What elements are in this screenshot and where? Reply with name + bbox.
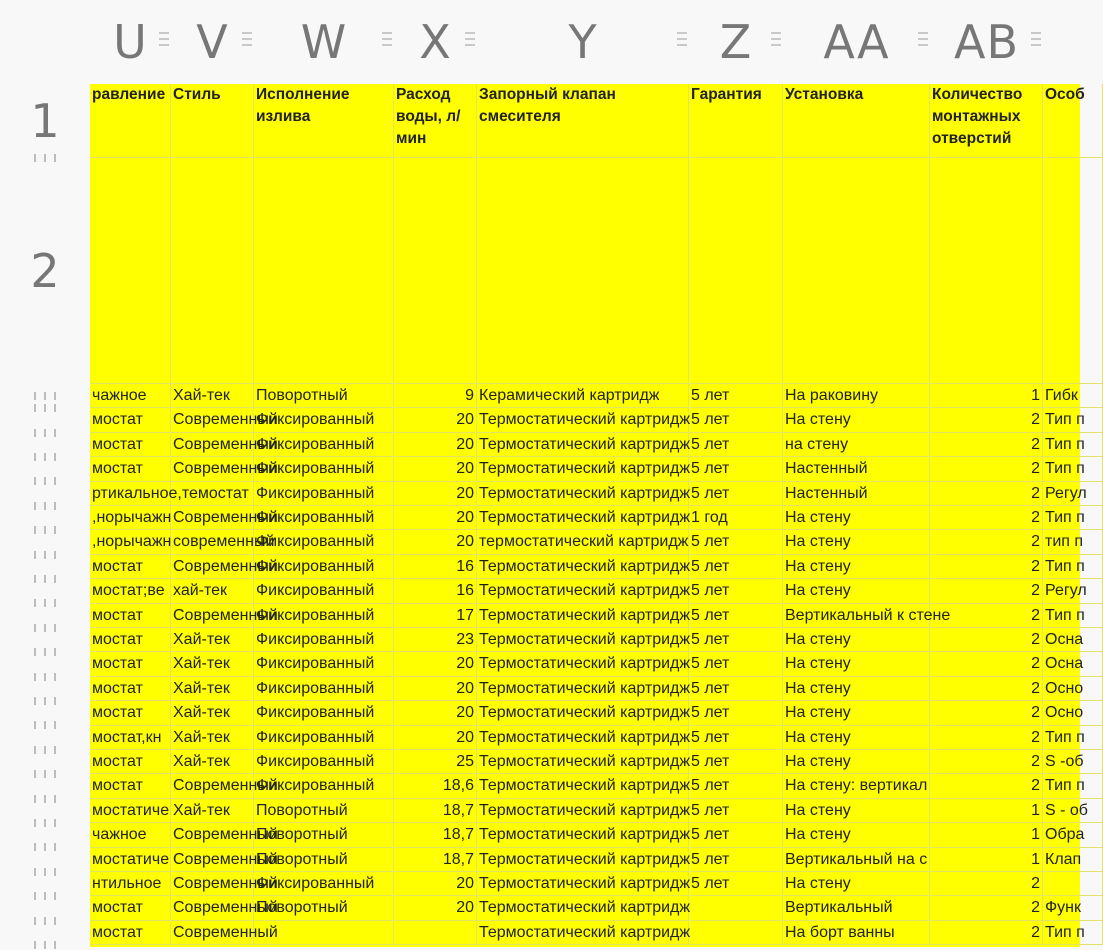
table-cell[interactable]: 5 лет [689,579,783,603]
table-cell[interactable]: 18,7 [394,848,477,872]
table-cell[interactable]: Поворотный [254,823,394,847]
table-cell[interactable]: Фиксированный [254,482,394,506]
table-cell[interactable] [689,896,783,920]
table-cell[interactable]: 9 [394,384,477,408]
table-cell[interactable]: 2 [930,701,1043,725]
table-cell[interactable]: 5 лет [689,799,783,823]
row-resize-handle[interactable] [34,623,56,633]
table-cell[interactable]: Настенный [783,457,930,481]
table-cell[interactable]: Фиксированный [254,530,394,554]
table-cell[interactable]: На стену [783,506,930,530]
empty-cell[interactable] [254,158,394,384]
column-resize-handle[interactable] [1031,28,1041,52]
empty-cell[interactable] [171,158,254,384]
table-cell[interactable]: Поворотный [254,896,394,920]
table-cell[interactable]: Термостатический картридж [477,701,689,725]
header-cell[interactable]: Установка [783,84,930,158]
table-cell[interactable]: 5 лет [689,652,783,676]
table-cell[interactable]: Фиксированный [254,604,394,628]
header-cell[interactable]: Гарантия [689,84,783,158]
table-cell[interactable]: Настенный [783,482,930,506]
table-cell[interactable]: 17 [394,604,477,628]
table-cell[interactable]: 2 [930,433,1043,457]
table-cell[interactable]: 20 [394,726,477,750]
table-cell[interactable]: 5 лет [689,823,783,847]
table-cell[interactable]: 5 лет [689,457,783,481]
table-cell[interactable]: Термостатический картридж [477,506,689,530]
column-resize-handle[interactable] [465,28,475,52]
column-header-ab[interactable]: AB [953,15,1020,69]
table-cell[interactable]: 2 [930,482,1043,506]
table-cell[interactable]: На стену [783,677,930,701]
table-cell[interactable]: Тип п [1043,457,1103,481]
table-cell[interactable]: мостат [90,457,171,481]
table-cell[interactable]: 5 лет [689,555,783,579]
table-cell[interactable]: 5 лет [689,408,783,432]
table-cell[interactable]: Термостатический картридж [477,774,689,798]
table-cell[interactable]: 18,7 [394,799,477,823]
table-cell[interactable]: 5 лет [689,848,783,872]
empty-cell[interactable] [477,158,689,384]
table-cell[interactable]: Вертикальный к стене [783,604,930,628]
table-cell[interactable]: S -об [1043,750,1103,774]
table-cell[interactable]: 20 [394,457,477,481]
row-resize-handle[interactable] [34,391,56,401]
row-resize-handle[interactable] [34,842,56,852]
table-cell[interactable]: ртикальное,темостат [90,482,171,506]
table-cell[interactable]: 2 [930,750,1043,774]
table-cell[interactable]: Поворотный [254,799,394,823]
table-cell[interactable]: Термостатический картридж [477,726,689,750]
table-cell[interactable]: Тип п [1043,433,1103,457]
table-cell[interactable]: 23 [394,628,477,652]
table-cell[interactable]: 1 [930,823,1043,847]
column-resize-handle[interactable] [242,28,252,52]
column-header-v[interactable]: V [196,15,229,69]
header-cell[interactable]: Запорный клапан смесителя [477,84,689,158]
table-cell[interactable]: Фиксированный [254,750,394,774]
empty-cell[interactable] [1043,158,1103,384]
table-cell[interactable]: 2 [930,530,1043,554]
table-cell[interactable]: 5 лет [689,677,783,701]
table-cell[interactable]: Современный [171,774,254,798]
table-cell[interactable]: S - об [1043,799,1103,823]
table-cell[interactable]: 20 [394,872,477,896]
table-cell[interactable]: ,норычажн [90,530,171,554]
row-resize-handle[interactable] [34,550,56,560]
column-header-aa[interactable]: AA [823,15,890,69]
table-cell[interactable]: мостатиче [90,799,171,823]
row-resize-handle[interactable] [34,769,56,779]
table-cell[interactable]: Термостатический картридж [477,433,689,457]
table-cell[interactable]: 20 [394,506,477,530]
header-cell[interactable]: Стиль [171,84,254,158]
row-resize-handle[interactable] [34,598,56,608]
row-resize-handle[interactable] [34,672,56,682]
table-cell[interactable]: На стену: вертикал [783,774,930,798]
table-cell[interactable]: Хай-тек [171,384,254,408]
column-resize-handle[interactable] [918,28,928,52]
column-header-x[interactable]: X [419,15,452,69]
table-cell[interactable]: Тип п [1043,506,1103,530]
table-cell[interactable]: На стену [783,823,930,847]
row-resize-handle[interactable] [34,940,56,950]
table-cell[interactable]: 2 [930,652,1043,676]
table-cell[interactable]: Современный [171,408,254,432]
table-cell[interactable]: Современный [171,555,254,579]
table-cell[interactable]: мостат [90,555,171,579]
empty-cell[interactable] [930,158,1043,384]
header-cell[interactable]: Расход воды, л/мин [394,84,477,158]
row-header-bar [0,84,90,947]
table-cell[interactable]: 5 лет [689,604,783,628]
table-cell[interactable]: 2 [930,555,1043,579]
table-cell[interactable]: На стену [783,408,930,432]
table-cell[interactable]: 2 [930,628,1043,652]
table-cell[interactable]: Современный [171,457,254,481]
table-cell[interactable]: 2 [930,579,1043,603]
table-cell[interactable] [171,482,254,506]
table-cell[interactable]: На стену [783,652,930,676]
table-cell[interactable]: Термостатический картридж [477,823,689,847]
row-resize-handle[interactable] [34,745,56,755]
table-cell[interactable]: На стену [783,555,930,579]
table-cell[interactable]: Фиксированный [254,701,394,725]
column-resize-handle[interactable] [771,28,781,52]
table-cell[interactable]: мостат [90,774,171,798]
table-cell[interactable]: 20 [394,701,477,725]
table-cell[interactable]: 1 [930,848,1043,872]
table-cell[interactable] [254,921,394,945]
table-cell[interactable]: Термостатический картридж [477,652,689,676]
table-cell[interactable]: мостат [90,628,171,652]
table-cell[interactable]: 2 [930,872,1043,896]
row-resize-handle[interactable] [34,153,56,163]
table-cell[interactable]: Термостатический картридж [477,408,689,432]
table-cell[interactable]: Термостатический картридж [477,482,689,506]
table-cell[interactable]: На стену [783,701,930,725]
table-cell[interactable]: 20 [394,482,477,506]
table-cell[interactable]: современный [171,530,254,554]
table-cell[interactable]: 5 лет [689,628,783,652]
row-header-2[interactable]: 2 [30,244,60,298]
table-cell[interactable]: 2 [930,921,1043,945]
table-cell[interactable]: 18,7 [394,823,477,847]
row-resize-handle[interactable] [34,403,56,413]
table-cell[interactable]: Термостатический картридж [477,555,689,579]
table-cell[interactable]: Фиксированный [254,506,394,530]
row-resize-handle[interactable] [34,476,56,486]
table-cell[interactable]: 20 [394,408,477,432]
table-cell[interactable]: Поворотный [254,384,394,408]
table-cell[interactable]: мостат,кн [90,726,171,750]
table-cell[interactable]: Фиксированный [254,774,394,798]
table-cell[interactable]: Современный [171,921,254,945]
table-cell[interactable]: мостат;ве [90,579,171,603]
table-cell[interactable]: хай-тек [171,579,254,603]
table-cell[interactable]: 2 [930,604,1043,628]
table-cell[interactable]: тип п [1043,530,1103,554]
table-cell[interactable]: Гибк [1043,384,1103,408]
table-cell[interactable]: Термостатический картридж [477,604,689,628]
table-cell[interactable]: Современный [171,848,254,872]
column-header-z[interactable]: Z [719,15,753,69]
table-cell[interactable]: Фиксированный [254,579,394,603]
table-cell[interactable]: Термостатический картридж [477,750,689,774]
table-cell[interactable]: на стену [783,433,930,457]
row-resize-handle[interactable] [34,720,56,730]
table-cell[interactable]: ,норычажн [90,506,171,530]
table-cell[interactable]: Термостатический картридж [477,677,689,701]
column-resize-handle[interactable] [382,28,392,52]
row-resize-handle[interactable] [34,867,56,877]
table-cell[interactable] [394,921,477,945]
table-cell[interactable]: 16 [394,555,477,579]
header-cell[interactable]: Особ [1043,84,1103,158]
table-cell[interactable]: мостат [90,652,171,676]
table-cell[interactable]: 1 год [689,506,783,530]
table-cell[interactable]: 5 лет [689,774,783,798]
table-cell[interactable]: Термостатический картридж [477,579,689,603]
table-cell[interactable]: 1 [930,384,1043,408]
table-cell[interactable]: На стену [783,750,930,774]
table-cell[interactable]: На стену [783,530,930,554]
table-cell[interactable]: Современный [171,896,254,920]
table-cell[interactable]: Термостатический картридж [477,872,689,896]
table-cell[interactable]: Термостатический картридж [477,799,689,823]
table-cell[interactable]: Регул [1043,482,1103,506]
header-cell[interactable]: Исполнение излива [254,84,394,158]
table-cell[interactable]: На стену [783,799,930,823]
column-header-y[interactable]: Y [568,15,598,69]
table-cell[interactable]: мостат [90,433,171,457]
table-cell[interactable]: 2 [930,457,1043,481]
table-cell[interactable]: 25 [394,750,477,774]
table-cell[interactable]: Фиксированный [254,457,394,481]
table-cell[interactable]: 5 лет [689,872,783,896]
table-cell[interactable]: Фиксированный [254,677,394,701]
table-cell[interactable]: 20 [394,530,477,554]
table-cell[interactable]: Осно [1043,677,1103,701]
table-cell[interactable]: 5 лет [689,726,783,750]
table-cell[interactable]: термостатический картридж [477,530,689,554]
column-header-next[interactable] [1043,0,1103,84]
table-cell[interactable]: Фиксированный [254,872,394,896]
table-cell[interactable]: Фиксированный [254,408,394,432]
row-resize-handle[interactable] [34,428,56,438]
table-cell[interactable]: 20 [394,677,477,701]
table-cell[interactable]: Тип п [1043,408,1103,432]
table-cell[interactable]: Тип п [1043,774,1103,798]
table-cell[interactable]: 5 лет [689,482,783,506]
row-resize-handle[interactable] [34,574,56,584]
table-cell[interactable]: 16 [394,579,477,603]
header-cell[interactable]: Количество монтажных отверстий [930,84,1043,158]
table-cell[interactable]: Тип п [1043,604,1103,628]
header-cell[interactable]: равление [90,84,171,158]
table-cell[interactable]: Тип п [1043,555,1103,579]
table-cell[interactable]: На стену [783,872,930,896]
empty-cell[interactable] [783,158,930,384]
table-cell[interactable]: 2 [930,726,1043,750]
table-cell[interactable]: 2 [930,408,1043,432]
row-resize-handle[interactable] [34,501,56,511]
row-resize-handle[interactable] [34,891,56,901]
column-resize-handle[interactable] [677,28,687,52]
table-cell[interactable]: мостат [90,921,171,945]
table-cell[interactable]: мостат [90,750,171,774]
table-cell[interactable]: Современный [171,433,254,457]
row-resize-handle[interactable] [34,794,56,804]
table-cell[interactable]: Керамический картридж [477,384,689,408]
table-cell[interactable]: Вертикальный [783,896,930,920]
table-cell[interactable]: Тип п [1043,921,1103,945]
table-cell[interactable]: Современный [171,506,254,530]
table-cell[interactable]: Хай-тек [171,677,254,701]
table-cell[interactable]: Хай-тек [171,628,254,652]
table-cell[interactable]: мостатиче [90,848,171,872]
table-cell[interactable]: 5 лет [689,530,783,554]
column-header-u[interactable]: U [113,15,148,69]
table-cell[interactable]: Регул [1043,579,1103,603]
table-cell[interactable]: чажное [90,823,171,847]
table-cell[interactable]: Фиксированный [254,555,394,579]
table-cell[interactable]: Термостатический картридж [477,921,689,945]
table-cell[interactable]: Фиксированный [254,726,394,750]
column-resize-handle[interactable] [159,28,169,52]
table-cell[interactable]: Клап [1043,848,1103,872]
table-cell[interactable]: 2 [930,677,1043,701]
table-cell[interactable]: На борт ванны [783,921,930,945]
table-cell[interactable]: 20 [394,652,477,676]
column-header-w[interactable]: W [300,15,348,69]
empty-cell[interactable] [394,158,477,384]
row-resize-handle[interactable] [34,696,56,706]
row-resize-handle[interactable] [34,452,56,462]
table-cell[interactable]: Вертикальный на с [783,848,930,872]
table-cell[interactable]: нтильное [90,872,171,896]
table-cell[interactable]: Фиксированный [254,652,394,676]
table-cell[interactable]: Осна [1043,628,1103,652]
table-cell[interactable]: Обра [1043,823,1103,847]
table-cell[interactable]: Функ [1043,896,1103,920]
table-cell[interactable]: На раковину [783,384,930,408]
table-cell[interactable]: Термостатический картридж [477,896,689,920]
table-cell[interactable]: На стену [783,579,930,603]
table-cell[interactable]: Хай-тек [171,799,254,823]
table-cell[interactable]: 2 [930,774,1043,798]
table-cell[interactable]: мостат [90,408,171,432]
table-cell[interactable]: 5 лет [689,750,783,774]
table-cell[interactable] [689,921,783,945]
table-cell[interactable]: 2 [930,506,1043,530]
empty-cell[interactable] [689,158,783,384]
table-cell[interactable]: Термостатический картридж [477,457,689,481]
table-cell[interactable]: На стену [783,726,930,750]
table-cell[interactable]: мостат [90,677,171,701]
row-resize-handle[interactable] [34,647,56,657]
column-header-bar [0,0,1080,84]
table-cell[interactable]: Современный [171,872,254,896]
table-cell[interactable]: Поворотный [254,848,394,872]
table-cell[interactable]: 5 лет [689,384,783,408]
table-cell[interactable]: чажное [90,384,171,408]
table-cell[interactable]: 1 [930,799,1043,823]
table-cell[interactable]: Тип п [1043,726,1103,750]
table-cell[interactable]: 5 лет [689,701,783,725]
table-cell[interactable]: Современный [171,823,254,847]
table-cell[interactable]: На стену [783,628,930,652]
table-cell[interactable]: мостат [90,604,171,628]
table-cell[interactable]: Термостатический картридж [477,848,689,872]
row-header-1[interactable]: 1 [30,94,60,148]
table-cell[interactable]: Хай-тек [171,750,254,774]
table-cell[interactable] [1043,872,1103,896]
row-resize-handle[interactable] [34,525,56,535]
table-cell[interactable]: Фиксированный [254,433,394,457]
cell-grid [90,84,1088,947]
empty-cell[interactable] [90,158,171,384]
table-cell[interactable]: 5 лет [689,433,783,457]
row-resize-handle[interactable] [34,916,56,926]
table-cell[interactable]: Хай-тек [171,726,254,750]
table-cell[interactable]: 20 [394,433,477,457]
table-cell[interactable]: Осна [1043,652,1103,676]
table-cell[interactable]: мостат [90,701,171,725]
table-cell[interactable]: 18,6 [394,774,477,798]
table-cell[interactable]: Осно [1043,701,1103,725]
table-cell[interactable]: 2 [930,896,1043,920]
table-cell[interactable]: Фиксированный [254,628,394,652]
table-cell[interactable]: Термостатический картридж [477,628,689,652]
table-cell[interactable]: 20 [394,896,477,920]
table-cell[interactable]: Хай-тек [171,701,254,725]
table-cell[interactable]: мостат [90,896,171,920]
row-resize-handle[interactable] [34,818,56,828]
table-cell[interactable]: Современный [171,604,254,628]
table-cell[interactable]: Хай-тек [171,652,254,676]
